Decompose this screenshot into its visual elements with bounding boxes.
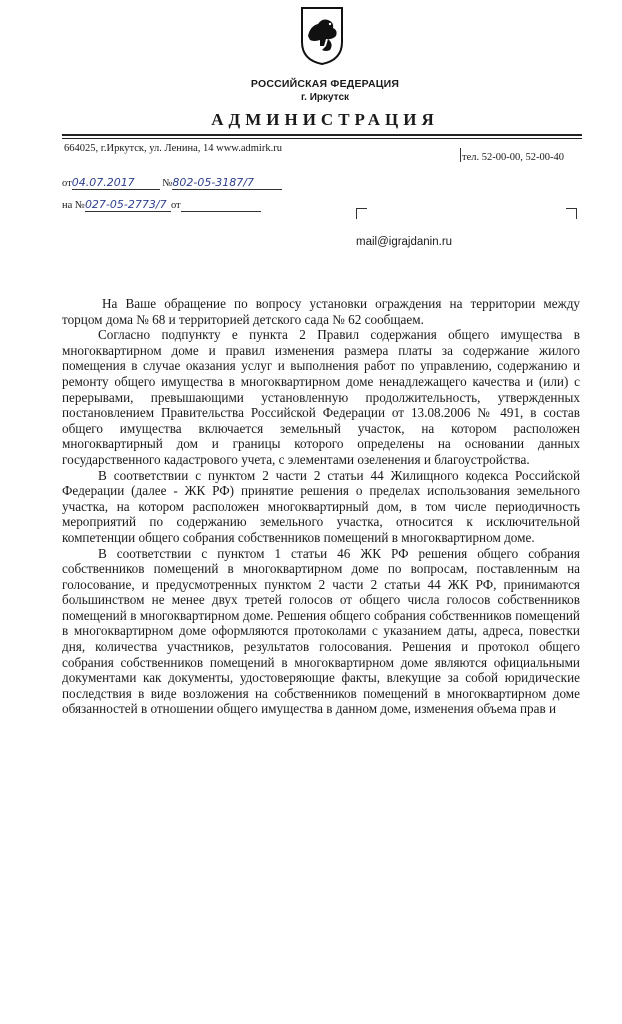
recipient-email: mail@igrajdanin.ru xyxy=(356,236,453,248)
incoming-number: 027-05-2773/7 xyxy=(85,198,171,212)
letter-body xyxy=(62,296,580,717)
address-field-corner-left xyxy=(356,208,367,219)
office-phone: тел. 52-00-00, 52-00-40 xyxy=(462,152,564,163)
paragraph-common-property: Согласно подпункту е пункта 2 Правил содержания общего имущества в многоквартирном доме и правил изменения размера платы за содержание жилого помещения в случае оказания услуг и выполнения работ по управлению, содержанию и ремонту общего имущества в многоквартирном доме ненадлежащего качества и (или) с перерывами, превышающими установленную продолжительность, утвержденных постановлением Правительства Российской Федерации от 13.08.2006 № 491, в состав общего имущества включается земельный участок, на котором расположен многоквартирный дом и границы которого определены на основании данных государственного кадастрового учета, с элементами озеленения и благоустройства. xyxy=(62,327,580,467)
header-rule xyxy=(62,134,582,136)
irkutsk-coat-of-arms-icon xyxy=(300,6,344,66)
outgoing-reference xyxy=(62,176,282,190)
city-title: г. Иркутск xyxy=(300,92,350,103)
to-from-label: от xyxy=(170,200,181,211)
header-rule-thin xyxy=(62,138,582,139)
number-label: № xyxy=(162,178,173,189)
administration-title: АДМИНИСТРАЦИЯ xyxy=(211,110,439,129)
outgoing-number: 802-05-3187/7 xyxy=(172,176,282,190)
address-field-corner-right xyxy=(566,208,577,219)
paragraph-intro: На Ваше обращение по вопросу установки ограждения на территории между торцом дома № 68 и территорией детского сада № 62 сообщаем. xyxy=(62,296,580,327)
to-number-label: на № xyxy=(62,200,85,211)
federation-title: РОССИЙСКАЯ ФЕДЕРАЦИЯ xyxy=(250,78,400,90)
paragraph-meeting-decisions: В соответствии с пунктом 1 статьи 46 ЖК РФ решения общего собрания собственников помещений в многоквартирном доме по вопросам, поставленным на голосование, и предусмотренных пунктом 2 части 2 статьи 44 ЖК РФ, принимаются большинством не менее двух третей голосов от общего числа голосов собственников помещений в многоквартирном доме. Решения общего собрания собственников помещений в многоквартирном доме оформляются протоколами с указанием даты, адреса, повестки дня, количества участников, результатов голосования. Решения и протокол общего собрания собственников помещений в многоквартирном доме являются официальными документами как документы, удостоверяющие факты, влекущие за собой юридические последствия в виде возложения на собственников помещений в многоквартирном доме обязанностей в отношении общего имущества в данном доме, изменения объема прав и xyxy=(62,545,580,717)
incoming-reference xyxy=(62,198,261,212)
from-label: от xyxy=(62,178,72,189)
incoming-date-blank xyxy=(181,200,261,212)
paragraph-land-use: В соответствии с пунктом 2 части 2 статьи 44 Жилищного кодекса Российской Федерации (далее - ЖК РФ) принятие решения о пределах использования земельного участка, на котором расположен многоквартирный дом, в том числе периодичность мероприятий по содержанию земельного участка, относится к исключительной компетенции общего собрания собственников помещений в многоквартирном доме. xyxy=(62,467,580,545)
outgoing-date: 04.07.2017 xyxy=(72,176,160,190)
office-address: 664025, г.Иркутск, ул. Ленина, 14 www.admirk.ru xyxy=(64,143,282,154)
